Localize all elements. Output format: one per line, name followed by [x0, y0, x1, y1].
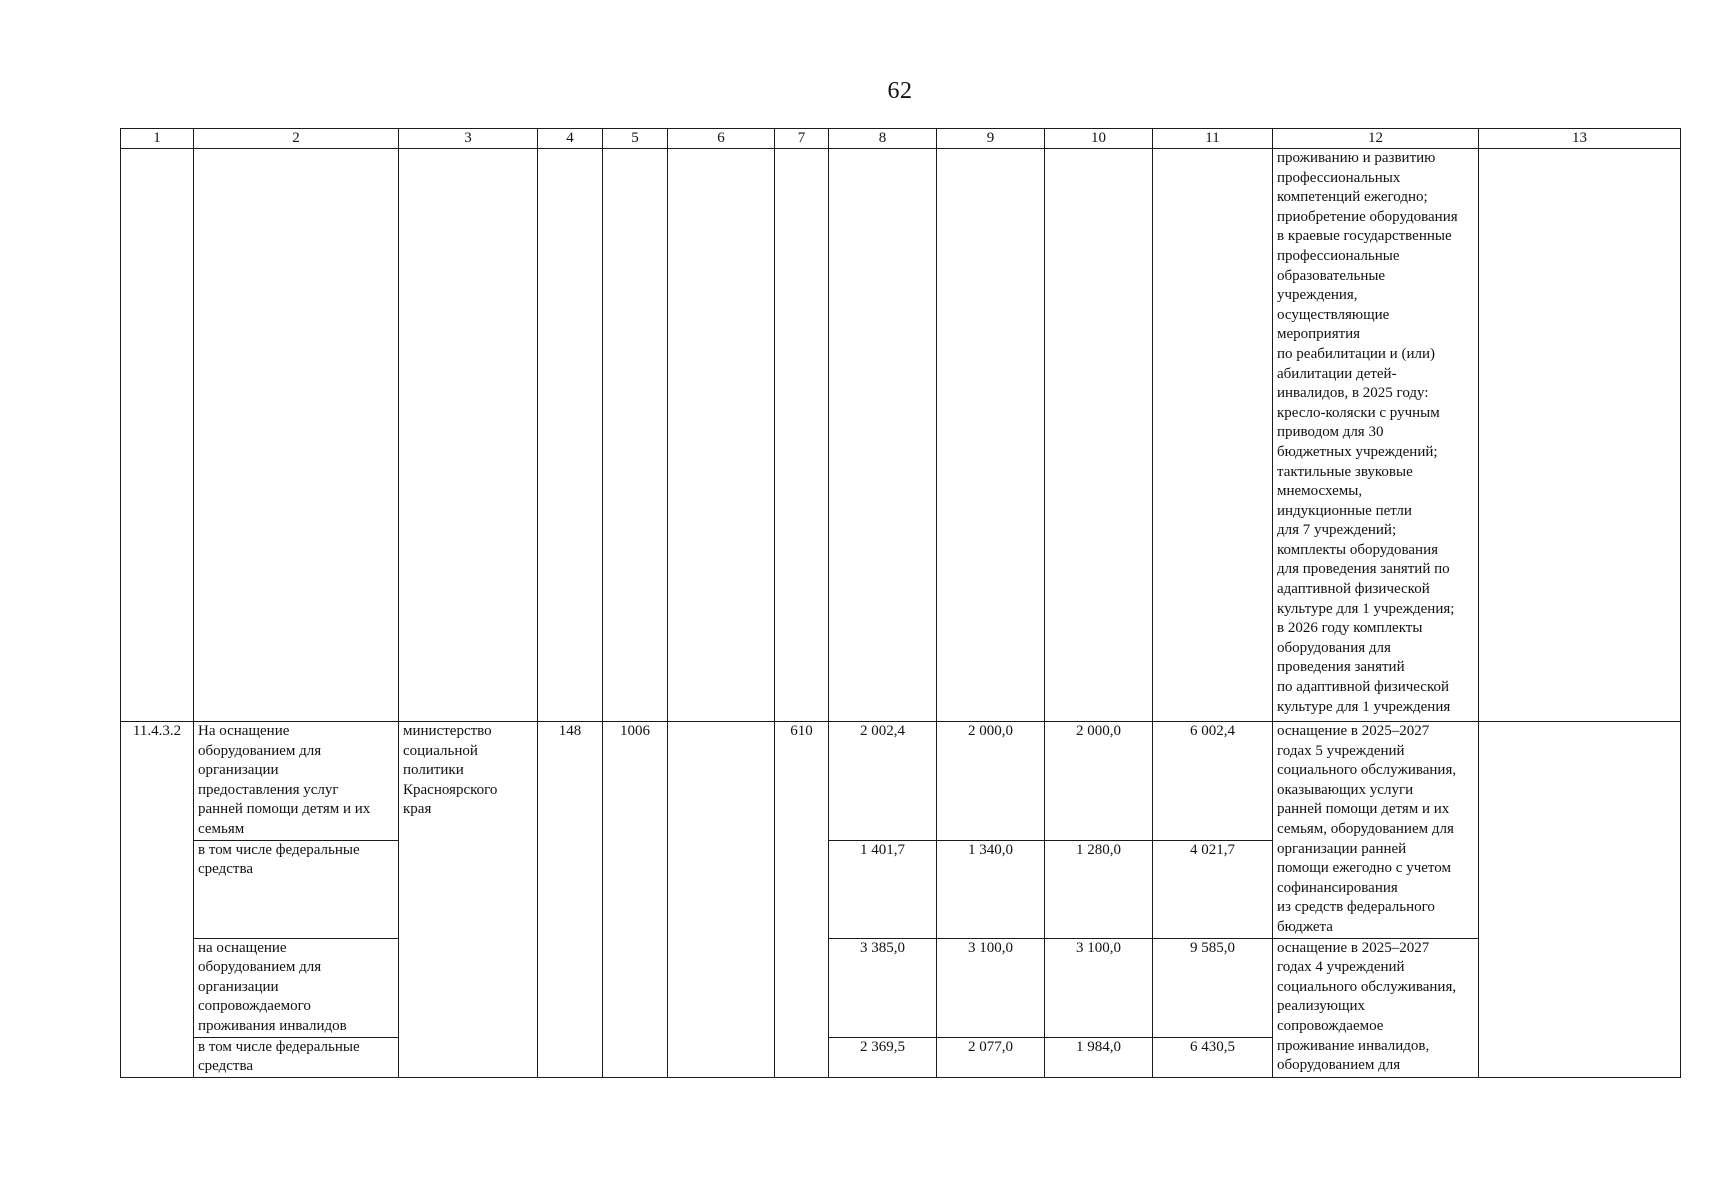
amount-2027: 1 984,0 [1045, 1037, 1153, 1077]
column-header: 3 [399, 129, 538, 149]
amount-2026: 1 340,0 [937, 840, 1045, 938]
column-header: 12 [1273, 129, 1479, 149]
empty-cell [1479, 149, 1681, 722]
item-name: в том числе федеральные средства [194, 1037, 399, 1077]
amount-2027: 2 000,0 [1045, 722, 1153, 841]
column-header: 5 [603, 129, 668, 149]
item-row-supported-living [121, 938, 1681, 1037]
empty-cell [668, 722, 775, 1078]
item-code: 11.4.3.2 [121, 722, 194, 1078]
amount-2025: 1 401,7 [829, 840, 937, 938]
amount-2027: 1 280,0 [1045, 840, 1153, 938]
page-number: 62 [887, 78, 913, 104]
empty-cell [194, 149, 399, 722]
code-col4: 148 [538, 722, 603, 1078]
empty-cell [1153, 149, 1273, 722]
column-header: 7 [775, 129, 829, 149]
empty-cell [1479, 722, 1681, 1078]
empty-cell [829, 149, 937, 722]
amount-2025: 2 369,5 [829, 1037, 937, 1077]
amount-2026: 2 000,0 [937, 722, 1045, 841]
amount-total: 9 585,0 [1153, 938, 1273, 1037]
column-header: 1 [121, 129, 194, 149]
column-number-header-row [121, 129, 1681, 149]
column-header: 4 [538, 129, 603, 149]
code-col7: 610 [775, 722, 829, 1078]
item-name: на оснащение оборудованием для организации сопровождаемого проживания инвалидов [194, 938, 399, 1037]
amount-2025: 2 002,4 [829, 722, 937, 841]
empty-cell [538, 149, 603, 722]
column-header: 9 [937, 129, 1045, 149]
item-row-early-help [121, 722, 1681, 841]
empty-cell [121, 149, 194, 722]
amount-total: 4 021,7 [1153, 840, 1273, 938]
column-header: 10 [1045, 129, 1153, 149]
item-name: На оснащение оборудованием для организации предоставления услуг ранней помощи детям и их семьям [194, 722, 399, 841]
amount-total: 6 430,5 [1153, 1037, 1273, 1077]
amount-2027: 3 100,0 [1045, 938, 1153, 1037]
column-header: 13 [1479, 129, 1681, 149]
continuation-result-text: проживанию и развитию профессиональных компетенций ежегодно; приобретение оборудования в краевые государственные профессиональные образовательные учреждения, осуществляющие мероприятия по реабилитации и (или) абилитации детей- инвалидов, в 2025 году: кресло-коляски с ручным приводом для 30 бюджетных учреждений; тактильные звуковые мнемосхемы, индукционные петли для 7 учреждений; комплекты оборудования для проведения занятий по адаптивной физической культуре для 1 учреждения; в 2026 году комплекты оборудования для проведения занятий по адаптивной физической культуре для 1 учреждения [1273, 149, 1479, 722]
empty-cell [1045, 149, 1153, 722]
empty-cell [399, 149, 538, 722]
expected-result-supported-living: оснащение в 2025–2027 годах 4 учреждений социального обслуживания, реализующих сопровождаемое проживание инвалидов, оборудованием для [1273, 938, 1479, 1077]
column-header: 2 [194, 129, 399, 149]
amount-total: 6 002,4 [1153, 722, 1273, 841]
amount-2026: 2 077,0 [937, 1037, 1045, 1077]
expected-result-early-help: оснащение в 2025–2027 годах 5 учреждений социального обслуживания, оказывающих услуги ранней помощи детям и их семьям, оборудованием для организации ранней помощи ежегодно с учетом софинансирования из средств федерального бюджета [1273, 722, 1479, 939]
empty-cell [775, 149, 829, 722]
column-header: 8 [829, 129, 937, 149]
continuation-row [121, 149, 1681, 722]
column-header: 6 [668, 129, 775, 149]
responsible-executor: министерство социальной политики Красноярского края [399, 722, 538, 1078]
empty-cell [937, 149, 1045, 722]
column-header: 11 [1153, 129, 1273, 149]
amount-2025: 3 385,0 [829, 938, 937, 1037]
code-col5: 1006 [603, 722, 668, 1078]
empty-cell [668, 149, 775, 722]
budget-table [120, 128, 1681, 1078]
item-name: в том числе федеральные средства [194, 840, 399, 938]
empty-cell [603, 149, 668, 722]
amount-2026: 3 100,0 [937, 938, 1045, 1037]
